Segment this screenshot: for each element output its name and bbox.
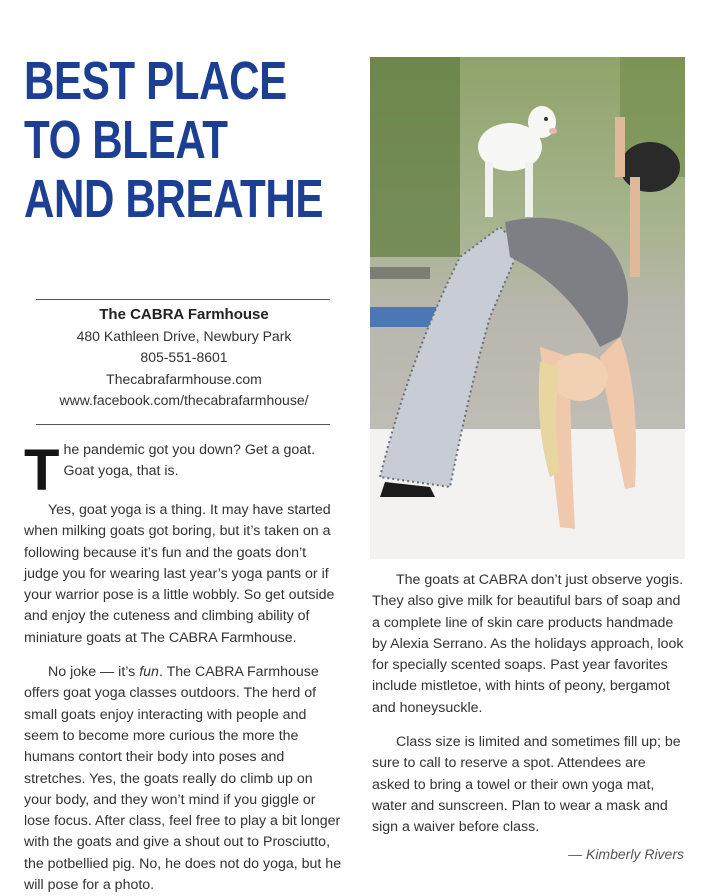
author-byline: — Kimberly Rivers [568,846,684,862]
business-phone: 805-551-8601 [140,349,228,365]
intro-paragraph: The pandemic got you down? Get a goat. Goat yoga, that is. [24,438,316,503]
headline [24,51,324,229]
article-left-column [24,440,342,896]
headline-line-2: TO BLEAT [24,110,228,170]
business-name: The CABRA Farmhouse [99,306,269,323]
article-right-column [372,570,684,839]
paragraph-2: Yes, goat yoga is a thing. It may have started when milking goats got boring, but it’s taken on a following because it’s fun and the goats don’t judge you for wearing last year’s yoga pants or if your warrior pose is a little wobbly. So get outside and enjoy the cuteness and climbing ability of miniature goats at The CABRA Farmhouse. [24,502,335,646]
headline-line-1: BEST PLACE [24,51,287,111]
drop-cap: T [24,438,60,503]
business-address: 480 Kathleen Drive, Newbury Park [76,327,292,344]
paragraph-4: The goats at CABRA don’t just observe yogis. They also give milk for beautiful bars of soap and a complete line of skin care products handmade by Alexia Serrano. As the holidays approach, look for specially scented soaps. Past year favorites include mistletoe, with hints of peony, bergamot and honeysuckle. [372,572,684,716]
paragraph-5: Class size is limited and sometimes fill up; be sure to call to reserve a spot. Attendees are asked to bring a towel or their own yoga mat, water and sunscreen. Plan to wear a mask and sign a waiver before class. [372,734,681,836]
business-facebook: www.facebook.com/thecabrafarmhouse/ [59,392,309,408]
business-website: Thecabrafarmhouse.com [106,370,262,387]
business-info [34,304,334,412]
paragraph-3: No joke — it’s fun. The CABRA Farmhouse offers goat yoga classes outdoors. The herd of small goats enjoy interacting with people and seem to become more curious the more the humans contort their body into poses and stretches. Yes, the goats really do climb up on your body, and they won’t mind if you giggle or lose focus. After class, feel free to play a bit longer with the goats and give a shout out to Prosciutto, the potbellied pig. No, he does not do yoga, but he will pose for a photo. [24,664,342,894]
bottom-divider [36,424,330,425]
top-divider [36,299,330,300]
headline-line-3: AND BREATHE [24,169,324,229]
goat-yoga-photo [370,57,685,559]
